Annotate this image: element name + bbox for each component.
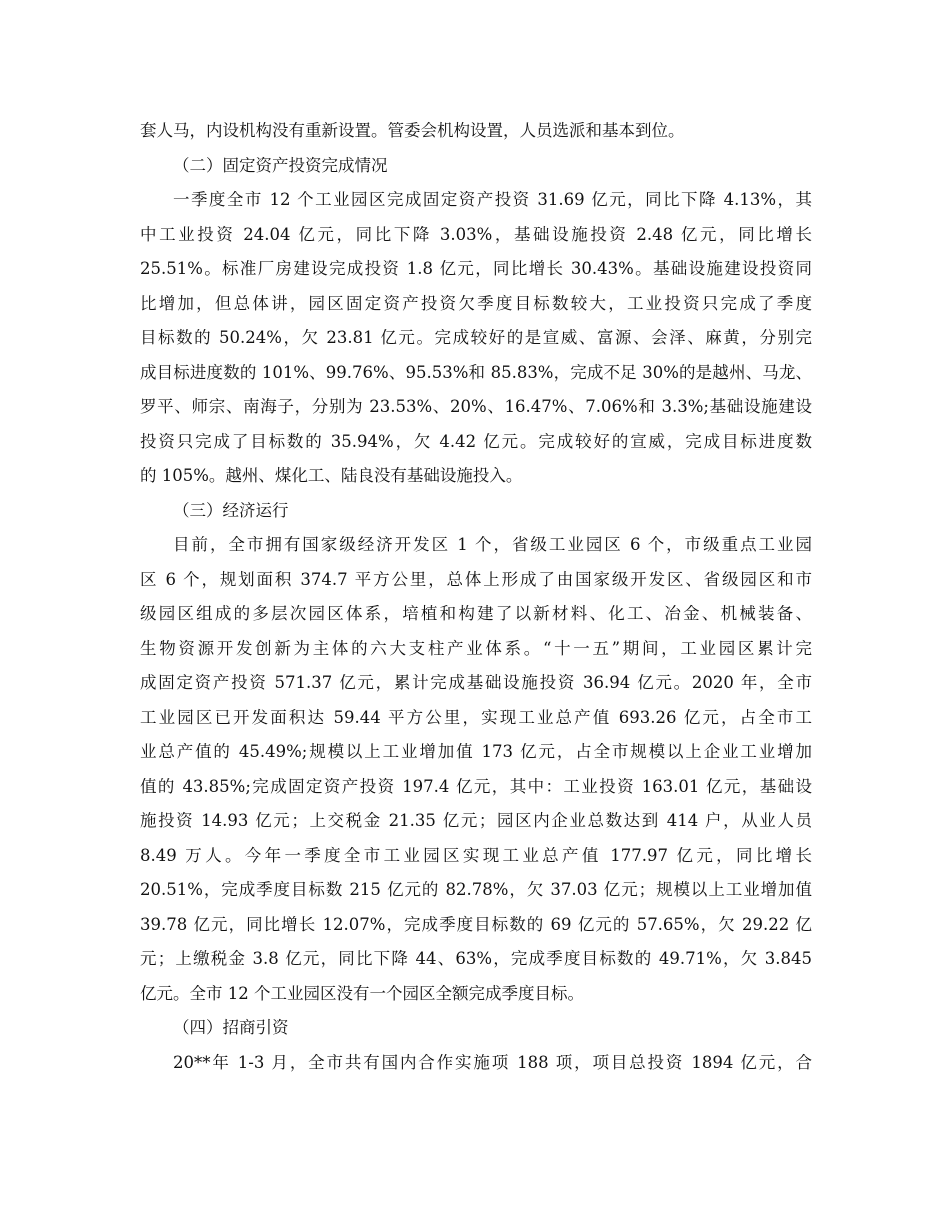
text-line: 元；上缴税金 3.8 亿元，同比下降 44、63%，完成季度目标数的 49.71%，欠 3.845 <box>140 949 812 968</box>
text-line: 投资只完成了目标数的 35.94%，欠 4.42 亿元。完成较好的宣威，完成目标进度数 <box>140 431 812 451</box>
text-line: 生物资源开发创新为主体的六大支柱产业体系。“十一五”期间，工业园区累计完 <box>140 638 812 658</box>
text-line: 成目标进度数的 101%、99.76%、95.53%和 85.83%，完成不足 30%的是越州、马龙、 <box>140 362 812 382</box>
text-line: 工业园区已开发面积达 59.44 平方公里，实现工业总产值 693.26 亿元，占全市工 <box>140 707 812 727</box>
section-heading: （二）固定资产投资完成情况 <box>173 155 388 175</box>
text-line: 值的 43.85%;完成固定资产投资 197.4 亿元，其中：工业投资 163.01 亿元，基础设 <box>140 776 812 796</box>
text-line: 一季度全市 12 个工业园区完成固定资产投资 31.69 亿元，同比下降 4.13%，其 <box>173 190 812 209</box>
text-line: 级园区组成的多层次园区体系，培植和构建了以新材料、化工、冶金、机械装备、 <box>140 604 812 623</box>
document-body <box>140 114 812 1080</box>
text-line: 目前，全市拥有国家级经济开发区 1 个，省级工业园区 6 个，市级重点工业园 <box>173 535 812 554</box>
text-line: 成固定资产投资 571.37 亿元，累计完成基础设施投资 36.94 亿元。2020 年，全市 <box>140 673 812 692</box>
text-line: 比增加，但总体讲，园区固定资产投资欠季度目标数较大，工业投资只完成了季度 <box>140 293 812 313</box>
text-line: 25.51%。标准厂房建设完成投资 1.8 亿元，同比增长 30.43%。基础设施建设投资同 <box>140 259 812 278</box>
text-line: 中工业投资 24.04 亿元，同比下降 3.03%，基础设施投资 2.48 亿元，同比增长 <box>140 224 812 244</box>
text-line: 业总产值的 45.49%;规模以上工业增加值 173 亿元，占全市规模以上企业工业增加 <box>140 742 812 761</box>
text-line: 的 105%。越州、煤化工、陆良没有基础设施投入。 <box>140 466 523 485</box>
text-line: 目标数的 50.24%，欠 23.81 亿元。完成较好的是宣威、富源、会泽、麻黄，分别完 <box>140 328 812 347</box>
text-line: 20.51%，完成季度目标数 215 亿元的 82.78%，欠 37.03 亿元；规模以上工业增加值 <box>140 880 812 899</box>
text-line: 施投资 14.93 亿元；上交税金 21.35 亿元；园区内企业总数达到 414 户，从业人员 <box>140 811 812 830</box>
text-line: 罗平、师宗、南海子，分别为 23.53%、20%、16.47%、7.06%和 3.3%;基础设施建设 <box>140 397 812 416</box>
text-line: 39.78 亿元，同比增长 12.07%，完成季度目标数的 69 亿元的 57.65%，欠 29.22 亿 <box>140 914 812 934</box>
text-line: 8.49 万人。今年一季度全市工业园区实现工业总产值 177.97 亿元，同比增长 <box>140 845 812 865</box>
section-heading: （四）招商引资 <box>173 1018 289 1037</box>
section-heading: （三）经济运行 <box>173 500 289 520</box>
text-line: 亿元。全市 12 个工业园区没有一个园区全额完成季度目标。 <box>140 983 584 1003</box>
text-line: 20**年 1-3 月，全市共有国内合作实施项 188 项，项目总投资 1894 亿元，合 <box>173 1052 812 1072</box>
text-line: 套人马，内设机构没有重新设置。管委会机构设置，人员选派和基本到位。 <box>140 121 685 140</box>
text-line: 区 6 个，规划面积 374.7 平方公里，总体上形成了由国家级开发区、省级园区和市 <box>140 569 812 589</box>
